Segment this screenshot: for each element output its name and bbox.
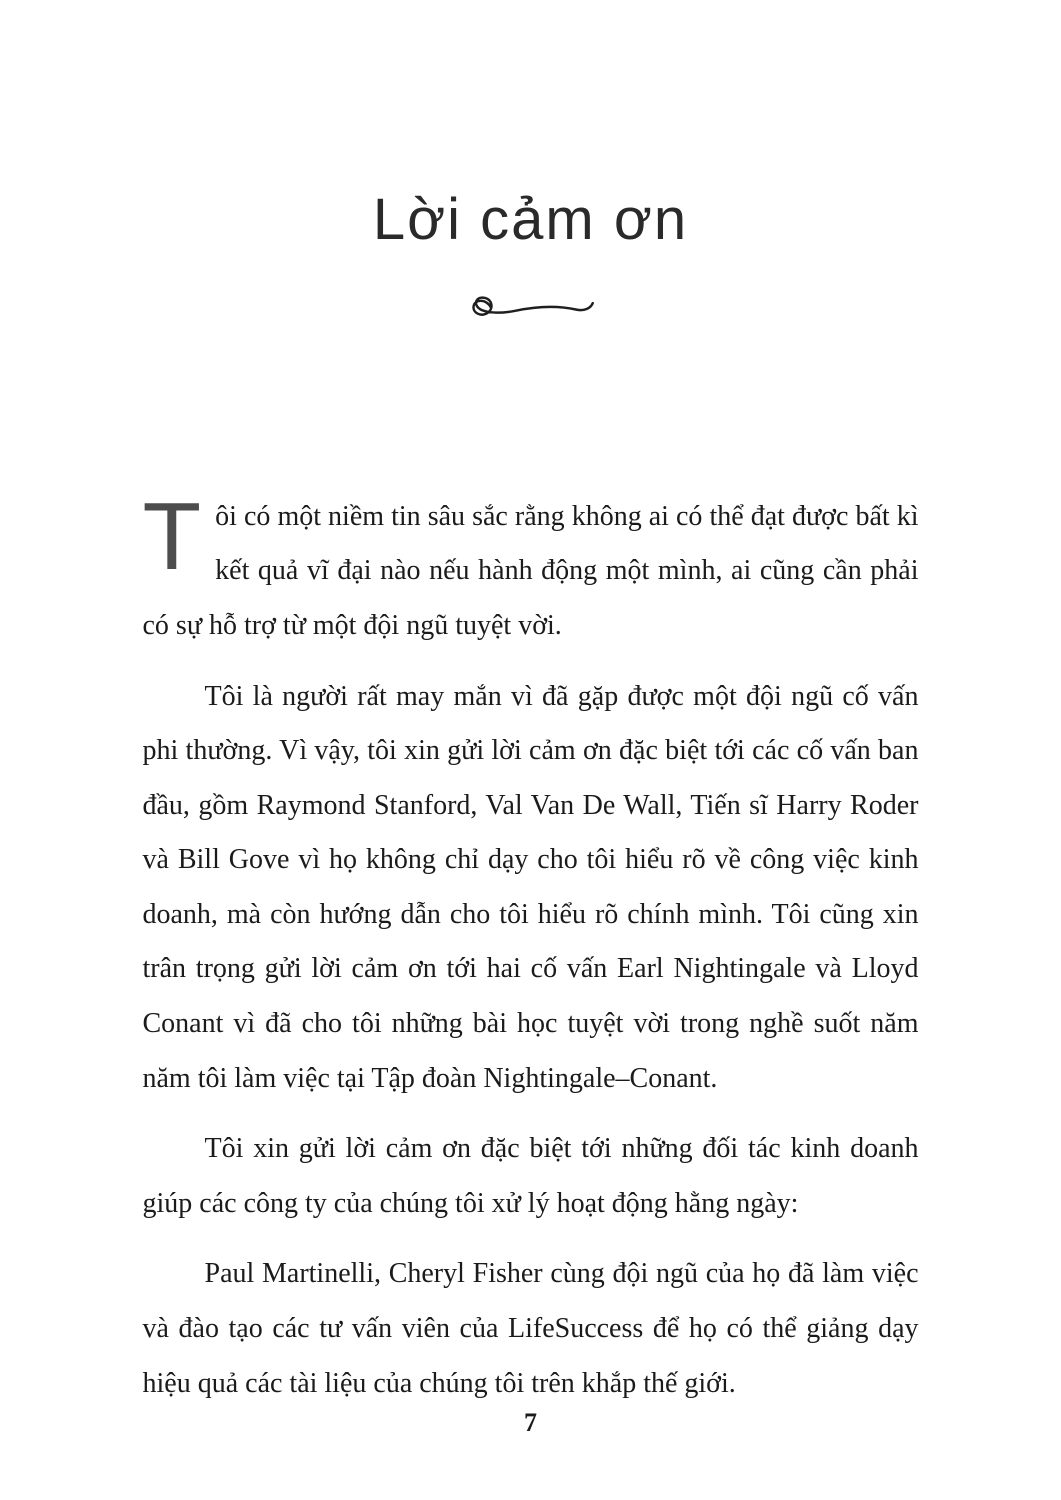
body-text [142,482,919,1412]
page-title: Lời cảm ơn [372,186,689,252]
page-number: 7 [524,1408,537,1437]
dropcap-letter: T [142,482,202,590]
paragraph-text: ôi có một niềm tin sâu sắc rằng không ai có thể đạt được bất kì kết quả vĩ đại nào nếu hành động một mình, ai cũng cần phải có sự hỗ trợ từ một đội ngũ tuyệt vời. [142,500,919,641]
paragraph: Paul Martinelli, Cheryl Fisher cùng đội ngũ của họ đã làm việc và đào tạo các tư vấn viên của LifeSuccess để họ có thể giảng dạy hiệu quả các tài liệu của chúng tôi trên khắp thế giới. [142,1258,919,1399]
divider-flourish-icon [0,288,1061,332]
paragraph [142,482,919,654]
paragraph: Tôi xin gửi lời cảm ơn đặc biệt tới những đối tác kinh doanh giúp các công ty của chúng tôi xử lý hoạt động hằng ngày: [142,1133,919,1219]
paragraph: Tôi là người rất may mắn vì đã gặp được một đội ngũ cố vấn phi thường. Vì vậy, tôi xin gửi lời cảm ơn đặc biệt tới các cố vấn ban đầu, gồm Raymond Stanford, Val Van De Wall, Tiến sĩ Harry Roder và Bill Gove vì họ không chỉ dạy cho tôi hiểu rõ về công việc kinh doanh, mà còn hướng dẫn cho tôi hiểu rõ chính mình. Tôi cũng xin trân trọng gửi lời cảm ơn tới hai cố vấn Earl Nightingale và Lloyd Conant vì đã cho tôi những bài học tuyệt vời trong nghề suốt năm năm tôi làm việc tại Tập đoàn Nightingale–Conant. [142,680,919,1094]
